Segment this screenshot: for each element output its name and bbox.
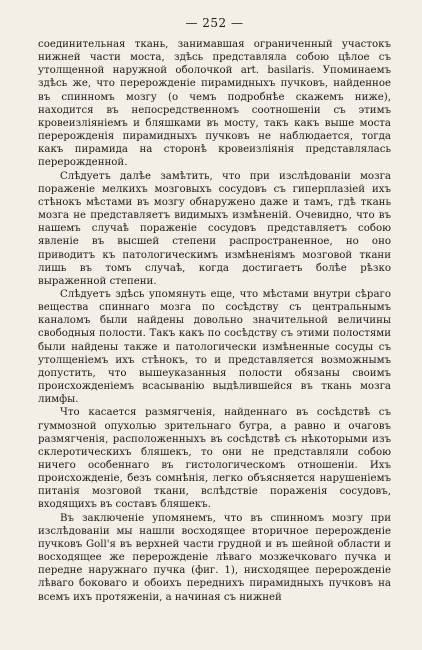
paragraph-4: Что касается размягченія, найденнаго въ сосѣдствѣ съ гуммозной опухолью зрительнаго бугра, а равно и очаговъ размягченія, расположенныхъ въ сосѣдствѣ съ нѣкоторыми изъ склеротическихъ бляшекъ, то они не представляли собою ничего особеннаго въ гистологическомъ отношеніи. Ихъ происхожденіе, безъ сомнѣнія, легко объясняется нарушеніемъ питанія мозговой ткани, вслѣдствіе пораженія сосудовъ, входящихъ въ составъ бляшекъ.: [38, 407, 391, 511]
paragraph-2: Слѣдуетъ далѣе замѣтить, что при изслѣдованіи мозга пораженіе мелкихъ мозговыхъ сосудовъ съ гиперплазіей ихъ стѣнокъ мѣстами въ мозгу обнаружено даже и тамъ, гдѣ ткань мозга не представляетъ видимыхъ измѣненій. Очевидно, что въ нашемъ случаѣ пораженіе сосудовъ представляетъ собою явленіе въ высшей степени распространенное, но оно приводитъ къ патологическимъ измѣненіямъ мозговой ткани лишь въ томъ случаѣ, когда достигаетъ болѣе рѣзко выраженной степени.: [38, 170, 391, 287]
body-text: [38, 38, 391, 604]
paragraph-3: Слѣдуетъ здѣсь упомянуть еще, что мѣстами внутри сѣраго вещества спиннаго мозга по сосѣдству съ центральнымъ каналомъ были найдены довольно значительной величины свободныя полости. Такъ какъ по сосѣдству съ этими полостями были найдены также и патологически измѣненные сосуды съ утолщеніемъ ихъ стѣнокъ, то и представляется возможнымъ допустить, что вышеуказанныя полости обязаны своимъ происхожденіемъ всасыванію выдѣлившейся въ ткань мозга лимфы.: [38, 288, 391, 406]
paragraph-1: соединительная ткань, занимавшая ограниченный участокъ нижней части моста, здѣсь представляла собою цѣлое съ утолщенной наружной оболочкой art. basilaris. Упоминаемъ здѣсь же, что перерожденіе пирамидныхъ пучковъ, найденное въ спинномъ мозгу (о чемъ подробнѣе скажемъ ниже), находится въ непосредственномъ соотношеніи съ этимъ кровеизліяніемъ и бляшками въ мосту, такъ какъ выше моста перерожденія пирамидныхъ пучковъ не наблюдается, тогда какъ пирамида на сторонѣ кровеизліянія представлялась перерожденной.: [38, 39, 391, 169]
paragraph-5: Въ заключеніе упомянемъ, что въ спинномъ мозгу при изслѣдованіи мы нашли восходящее вторичное перерожденіе пучковъ Goll'я въ верхней части грудной и въ шейной области и восходящее же перерожденіе лѣваго мозжечковаго пучка и передне наружнаго пучка (фиг. 1), нисходящее перерожденіе лѣваго боковаго и обоихъ переднихъ пирамидныхъ пучковъ на всемъ ихъ протяженіи, а начиная съ нижней: [38, 512, 391, 603]
page-number: — 252 —: [185, 16, 244, 30]
